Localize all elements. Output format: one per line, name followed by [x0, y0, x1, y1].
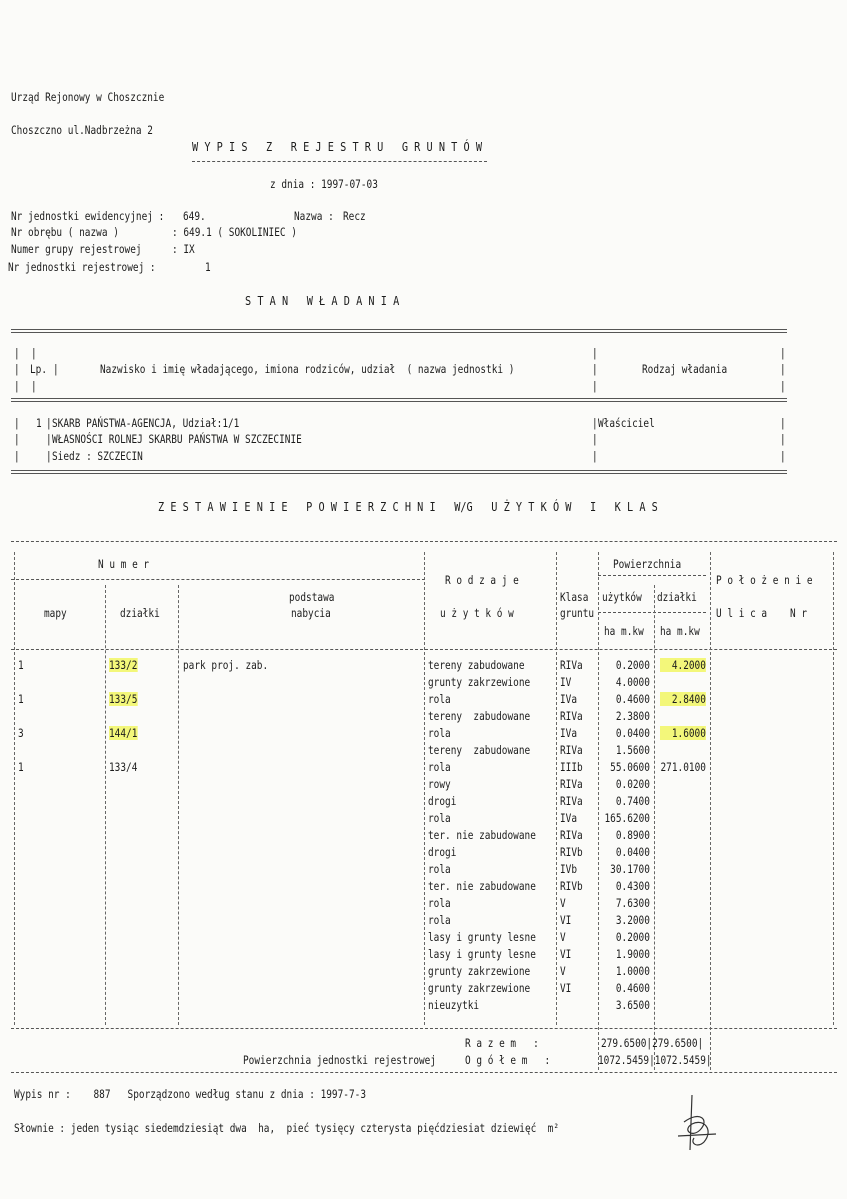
row-rodzaj: rowy [428, 777, 451, 791]
row-klasa: IVb [560, 862, 578, 876]
summary-top-rule [11, 541, 837, 542]
ownership-top-rule [11, 329, 787, 333]
amount-in-words: Słownie : jeden tysiąc siedemdziesiąt dwa ha, pieć tysięcy czterysta pięćdziesiat dziewięć m² [14, 1121, 560, 1135]
header-uzytkow-pow: użytków [602, 590, 642, 604]
row-klasa: V [560, 930, 566, 944]
row-klasa: IVa [560, 811, 578, 825]
razem-values: 279.6500|279.6500| [601, 1036, 704, 1050]
header-unit-uzytki: ha m.kw [604, 624, 644, 638]
wypis-number: Wypis nr : 887 Sporządzono według stanu z dnia : 1997-7-3 [14, 1087, 366, 1101]
razem-label: R a z e m : [465, 1036, 539, 1050]
row-klasa: VI [560, 981, 572, 995]
row-uzytki-area: 0.8900 [615, 828, 650, 842]
row-dzialka: 133/5 [109, 692, 138, 706]
row-klasa: V [560, 896, 566, 910]
row-rodzaj: tereny zabudowane [428, 743, 531, 757]
ownership-bottom-rule [11, 470, 787, 474]
office-address: Choszczno ul.Nadbrzeżna 2 [11, 123, 153, 137]
row-uzytki-area: 165.6200 [604, 811, 650, 825]
row-klasa: VI [560, 913, 572, 927]
row-dzialka: 144/1 [109, 726, 138, 740]
row-rodzaj: rola [428, 862, 451, 876]
row-uzytki-area: 4.0000 [615, 675, 650, 689]
unit-value: 649. [183, 209, 206, 223]
row-uzytki-area: 2.3800 [615, 709, 650, 723]
row-mapy: 1 [18, 658, 24, 672]
col-owner-header: Nazwisko i imię władającego, imiona rodziców, udział ( nazwa jednostki ) [100, 362, 515, 376]
row-klasa: VI [560, 947, 572, 961]
header-ulica: U l i c a [716, 606, 768, 620]
row-uzytki-area: 3.6500 [615, 998, 650, 1012]
owner-lp: 1 [36, 416, 42, 430]
title-underline [192, 161, 487, 162]
row-rodzaj: tereny zabudowane [428, 658, 525, 672]
total-label: Powierzchnia jednostki rejestrowej [243, 1053, 437, 1067]
header-unit-dzialki: ha m.kw [660, 624, 700, 638]
row-uzytki-area: 7.6300 [615, 896, 650, 910]
row-uzytki-area: 0.7400 [615, 794, 650, 808]
row-rodzaj: grunty zakrzewione [428, 981, 531, 995]
header-gruntu: gruntu [560, 606, 595, 620]
summary-title: Z E S T A W I E N I E P O W I E R Z C H N I W/G U Ż Y T K Ó W I K L A S [158, 499, 658, 514]
row-rodzaj: rola [428, 760, 451, 774]
header-mapy: mapy [44, 606, 67, 620]
row-klasa: RIVa [560, 743, 583, 757]
row-klasa: IVa [560, 692, 578, 706]
unit-label: Nr jednostki ewidencyjnej : [11, 209, 165, 223]
row-klasa: IIIb [560, 760, 583, 774]
row-uzytki-area: 55.0600 [610, 760, 650, 774]
header-nr: N r [790, 606, 808, 620]
office-name: Urząd Rejonowy w Choszcznie [11, 90, 165, 104]
summary-body-bottom-rule [11, 1028, 837, 1029]
row-uzytki-area: 3.2000 [615, 913, 650, 927]
header-uzytkow: u ż y t k ó w [440, 606, 514, 620]
row-uzytki-area: 0.0400 [615, 726, 650, 740]
row-rodzaj: drogi [428, 794, 457, 808]
row-klasa: RIVa [560, 658, 583, 672]
name-label: Nazwa : [294, 209, 334, 223]
precinct-value: : 649.1 ( SOKOLINIEC ) [172, 225, 297, 239]
row-dzialka: 133/4 [109, 760, 138, 774]
row-klasa: RIVb [560, 845, 583, 859]
reg-unit-value: 1 [205, 260, 211, 274]
row-uzytki-area: 0.0200 [615, 777, 650, 791]
row-uzytki-area: 0.4300 [615, 879, 650, 893]
summary-end-rule [11, 1072, 837, 1073]
row-klasa: RIVa [560, 794, 583, 808]
document-title: W Y P I S Z R E J E S T R U G R U N T Ó W [192, 139, 483, 154]
numer-rule [11, 579, 425, 580]
row-rodzaj: nieuzytki [428, 998, 480, 1012]
row-klasa: IVa [560, 726, 578, 740]
header-numer: N u m e r [98, 557, 150, 571]
header-polozenie: P o ł o ż e n i e [716, 573, 813, 587]
header-powierzchnia: Powierzchnia [613, 557, 682, 571]
row-uzytki-area: 1.5600 [615, 743, 650, 757]
row-uzytki-area: 0.4600 [615, 692, 650, 706]
row-dzialka-area: 4.2000 [660, 658, 706, 672]
row-rodzaj: drogi [428, 845, 457, 859]
ownership-title: S T A N W Ł A D A N I A [245, 293, 400, 308]
row-dzialka: 133/2 [109, 658, 138, 672]
row-rodzaj: ter. nie zabudowane [428, 828, 536, 842]
row-dzialka-area: 271.0100 [660, 760, 706, 774]
row-rodzaj: lasy i grunty lesne [428, 947, 536, 961]
row-dzialka-area: 2.8400 [660, 692, 706, 706]
reg-unit-label: Nr jednostki rejestrowej : [8, 260, 156, 274]
row-podstawa: park proj. zab. [183, 658, 269, 672]
header-nabycia: nabycia [291, 606, 331, 620]
header-rodzaje: R o d z a j e [445, 573, 519, 587]
document-date: z dnia : 1997-07-03 [270, 177, 378, 191]
row-mapy: 3 [18, 726, 24, 740]
row-rodzaj: rola [428, 726, 451, 740]
row-rodzaj: grunty zakrzewione [428, 964, 531, 978]
row-uzytki-area: 30.1700 [610, 862, 650, 876]
row-rodzaj: lasy i grunty lesne [428, 930, 536, 944]
row-uzytki-area: 1.9000 [615, 947, 650, 961]
ownership-mid-rule [11, 398, 787, 402]
row-klasa: V [560, 964, 566, 978]
row-rodzaj: rola [428, 811, 451, 825]
precinct-label: Nr obrębu ( nazwa ) [11, 225, 119, 239]
units-rule [598, 612, 706, 613]
row-rodzaj: tereny zabudowane [428, 709, 531, 723]
row-rodzaj: rola [428, 913, 451, 927]
row-uzytki-area: 0.2000 [615, 658, 650, 672]
header-dzialki-pow: działki [657, 590, 697, 604]
row-klasa: RIVa [560, 777, 583, 791]
row-klasa: RIVa [560, 828, 583, 842]
group-label: Numer grupy rejestrowej [11, 242, 142, 256]
row-rodzaj: rola [428, 896, 451, 910]
row-uzytki-area: 0.0400 [615, 845, 650, 859]
row-klasa: RIVa [560, 709, 583, 723]
owner-line-2: WŁASNOŚCI ROLNEJ SKARBU PAŃSTWA W SZCZECINIE [52, 432, 302, 446]
group-value: : IX [172, 242, 195, 256]
ogolem-label: O g ó ł e m : [465, 1053, 551, 1067]
row-uzytki-area: 0.4600 [615, 981, 650, 995]
header-dzialki: działki [120, 606, 160, 620]
col-type-header: Rodzaj władania [642, 362, 728, 376]
owner-type: Właściciel [598, 416, 655, 430]
row-uzytki-area: 0.2000 [615, 930, 650, 944]
row-uzytki-area: 1.0000 [615, 964, 650, 978]
row-rodzaj: rola [428, 692, 451, 706]
row-klasa: RIVb [560, 879, 583, 893]
ogolem-values: 1072.5459|1072.5459| [598, 1053, 712, 1067]
header-klasa: Klasa [560, 590, 589, 604]
name-value: Recz [343, 209, 366, 223]
signature [670, 1090, 730, 1160]
powierzchnia-rule [598, 575, 706, 576]
header-podstawa: podstawa [289, 590, 335, 604]
col-lp-header: Lp. [30, 362, 48, 376]
owner-line-3: Siedz : SZCZECIN [52, 449, 143, 463]
row-dzialka-area: 1.6000 [660, 726, 706, 740]
row-klasa: IV [560, 675, 572, 689]
row-mapy: 1 [18, 692, 24, 706]
row-rodzaj: ter. nie zabudowane [428, 879, 536, 893]
row-rodzaj: grunty zakrzewione [428, 675, 531, 689]
row-mapy: 1 [18, 760, 24, 774]
owner-line-1: SKARB PAŃSTWA-AGENCJA, Udział:1/1 [52, 416, 240, 430]
